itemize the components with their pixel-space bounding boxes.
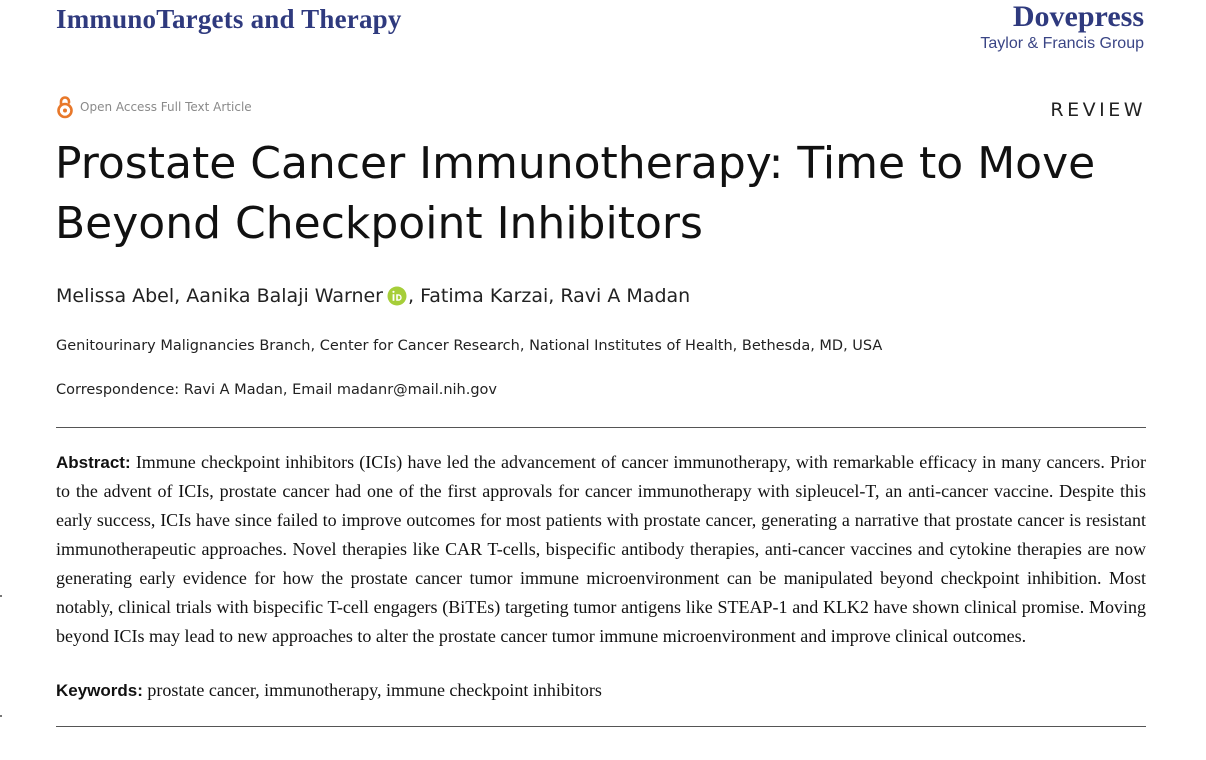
divider-top	[56, 427, 1146, 428]
affiliation: Genitourinary Malignancies Branch, Center for Cancer Research, National Institutes of Health, Bethesda, MD, USA	[56, 338, 883, 354]
abstract	[56, 448, 1146, 651]
publisher-group: Taylor & Francis Group	[980, 35, 1144, 52]
abstract-text: Immune checkpoint inhibitors (ICIs) have led the advancement of cancer immunotherapy, with remarkable efficacy in many cancers. Prior to the advent of ICIs, prostate cancer had one of the first approvals for cancer immunotherapy with sipleucel-T, an anti-cancer vaccine. Despite this early success, ICIs have since failed to improve outcomes for most patients with prostate cancer, generating a narrative that prostate cancer is resistant immunotherapeutic approaches. Novel therapies like CAR T-cells, bispecific antibody therapies, anti-cancer vaccines and cytokine therapies are now generating early evidence for how the prostate cancer tumor immune microenvironment can be manipulated beyond checkpoint inhibition. Most notably, clinical trials with bispecific T-cell engagers (BiTEs) targeting tumor antigens like STEAP-1 and KLK2 have shown clinical promise. Moving beyond ICIs may lead to new approaches to alter the prostate cancer tumor immune microenvironment and improve clinical outcomes.	[56, 452, 1147, 646]
author-list	[56, 285, 690, 307]
open-access-label: Open Access Full Text Article	[80, 100, 252, 114]
abstract-label: Abstract:	[56, 453, 131, 472]
publisher-logo	[980, 0, 1144, 54]
edge-mark	[0, 715, 2, 717]
publisher-name: Dovepress	[1012, 0, 1144, 33]
author-names-rest: , Fatima Karzai, Ravi A Madan	[408, 285, 691, 307]
journal-title: ImmunoTargets and Therapy	[56, 4, 402, 34]
orcid-icon[interactable]	[387, 286, 407, 306]
author-name: Aanika Balaji Warner	[186, 285, 383, 307]
keywords	[56, 680, 602, 701]
author-separator: ,	[174, 285, 187, 307]
open-access-lock-icon	[56, 95, 74, 119]
divider-bottom	[56, 726, 1146, 727]
open-access-badge	[56, 95, 252, 119]
keywords-text: prostate cancer, immunotherapy, immune checkpoint inhibitors	[147, 680, 602, 700]
article-type: REVIEW	[1050, 99, 1146, 121]
edge-mark	[0, 595, 2, 597]
article-title: Prostate Cancer Immunotherapy: Time to Move Beyond Checkpoint Inhibitors	[55, 138, 1096, 249]
keywords-label: Keywords:	[56, 681, 143, 700]
author-name: Melissa Abel	[56, 285, 175, 307]
correspondence: Correspondence: Ravi A Madan, Email madanr@mail.nih.gov	[56, 382, 498, 398]
